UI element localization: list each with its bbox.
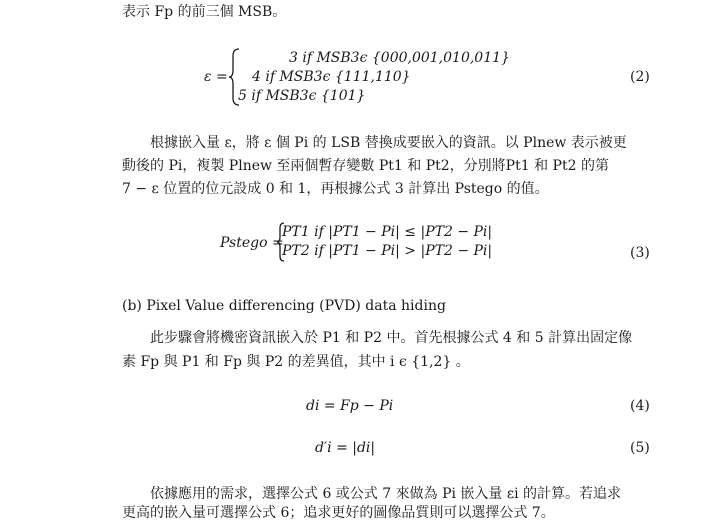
para1-line-1: 根據嵌入量 ε，將 ε 個 Pi 的 LSB 替換成要嵌入的資訊。以 Plnew 表示被更 — [150, 135, 627, 151]
para2-line-1: 此步驟會將機密資訊嵌入於 P1 和 P2 中。首先根據公式 4 和 5 計算出固定像 — [150, 330, 633, 346]
para2-line-2: 素 Fp 與 P1 和 Fp 與 P2 的差異值，其中 i ϵ {1,2} 。 — [122, 354, 470, 370]
eq2-lhs: ε = — [204, 69, 228, 85]
para3-line-1: 依據應用的需求，選擇公式 6 或公式 7 來做為 Pi 嵌入量 εi 的計算。若追求 — [150, 486, 622, 502]
eq2-number: (2) — [630, 69, 650, 85]
eq3-number: (3) — [630, 245, 650, 261]
eq3-case-2: PT2 if |PT1 − Pi| > |PT2 − Pi| — [282, 243, 493, 259]
para3-line-2: 更高的嵌入量可選擇公式 6；追求更好的圖像品質則可以選擇公式 7。 — [122, 505, 555, 521]
para1-line-3: 7 − ε 位置的位元設成 0 和 1，再根據公式 3 計算出 Pstego 的值。 — [122, 181, 549, 197]
eq5-formula: d′i = |di| — [315, 440, 376, 456]
eq3-case-1: PT1 if |PT1 − Pi| ≤ |PT2 − Pi| — [282, 224, 493, 240]
eq4-formula: di = Fp − Pi — [306, 398, 394, 414]
eq4-number: (4) — [630, 398, 650, 414]
eq3-lhs: Pstego = — [220, 235, 284, 251]
eq5-number: (5) — [630, 440, 650, 456]
eq2-case-2: 4 if MSB3ϵ {111,110} — [252, 69, 411, 85]
para1-line-2: 動後的 Pi，複製 Plnew 至兩個暫存變數 Pt1 和 Pt2，分別將Pt1 和 Pt2 的第 — [122, 158, 609, 174]
intro-line: 表示 Fp 的前三個 MSB。 — [122, 4, 287, 20]
section-heading-b: (b) Pixel Value differencing (PVD) data hiding — [122, 298, 446, 314]
eq2-case-1: 3 if MSB3ϵ {000,001,010,011} — [289, 50, 510, 66]
eq2-case-3: 5 if MSB3ϵ {101} — [238, 88, 366, 104]
